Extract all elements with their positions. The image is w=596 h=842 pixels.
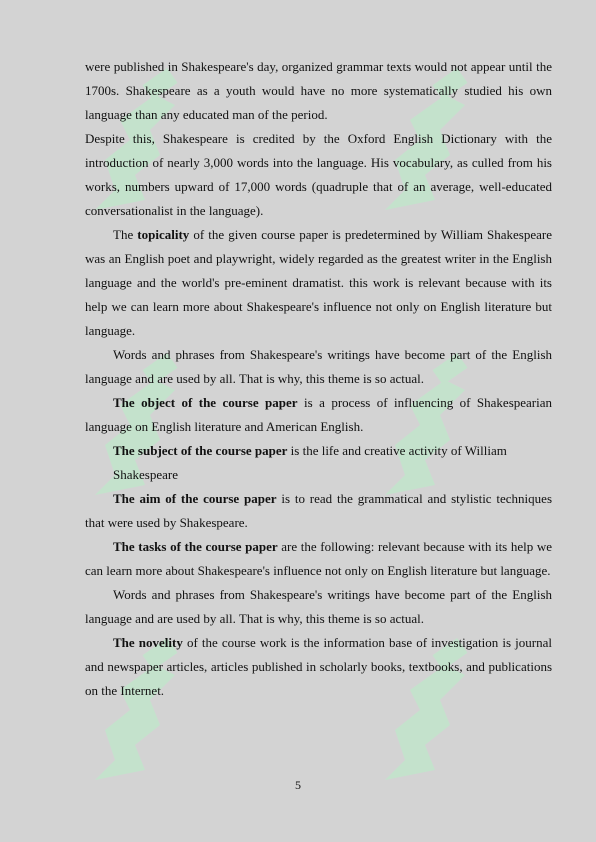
paragraph-subject: The subject of the course paper is the life and creative activity of William Shakespeare bbox=[113, 443, 507, 482]
paragraph: Words and phrases from Shakespeare's writings have become part of the English language and are used by all. That is why, this theme is so actual. bbox=[85, 347, 552, 386]
paragraph-topicality: The topicality of the given course paper is predetermined by William Shakespeare was an English poet and playwright, widely regarded as the greatest writer in the English language and the world's pre-eminent dramatist. this work is relevant because with its help we can learn more about Shakespeare's influence not only on English literature but language. bbox=[85, 227, 552, 338]
paragraph-tasks: The tasks of the course paper are the following: relevant because with its help we can learn more about Shakespeare's influence not only on English literature but language. bbox=[85, 539, 552, 578]
body-text bbox=[85, 55, 552, 703]
paragraph: were published in Shakespeare's day, organized grammar texts would not appear until the 1700s. Shakespeare as a youth would have no more systematically studied his own language than any educated man of the period. bbox=[85, 59, 552, 122]
paragraph: Despite this, Shakespeare is credited by the Oxford English Dictionary with the introduction of nearly 3,000 words into the language. His vocabulary, as culled from his works, numbers upward of 17,000 words (quadruple that of an average, well-educated conversationalist in the language). bbox=[85, 131, 552, 218]
page-number: 5 bbox=[295, 778, 301, 792]
paragraph-aim: The aim of the course paper is to read the grammatical and stylistic techniques that were used by Shakespeare. bbox=[85, 491, 552, 530]
paragraph: Words and phrases from Shakespeare's writings have become part of the English language and are used by all. That is why, this theme is so actual. bbox=[85, 587, 552, 626]
paragraph-novelity: The novelity of the course work is the information base of investigation is journal and newspaper articles, articles published in scholarly books, textbooks, and publications on the Internet. bbox=[85, 635, 552, 698]
paragraph-object: The object of the course paper is a process of influencing of Shakespearian language on English literature and American English. bbox=[85, 395, 553, 434]
